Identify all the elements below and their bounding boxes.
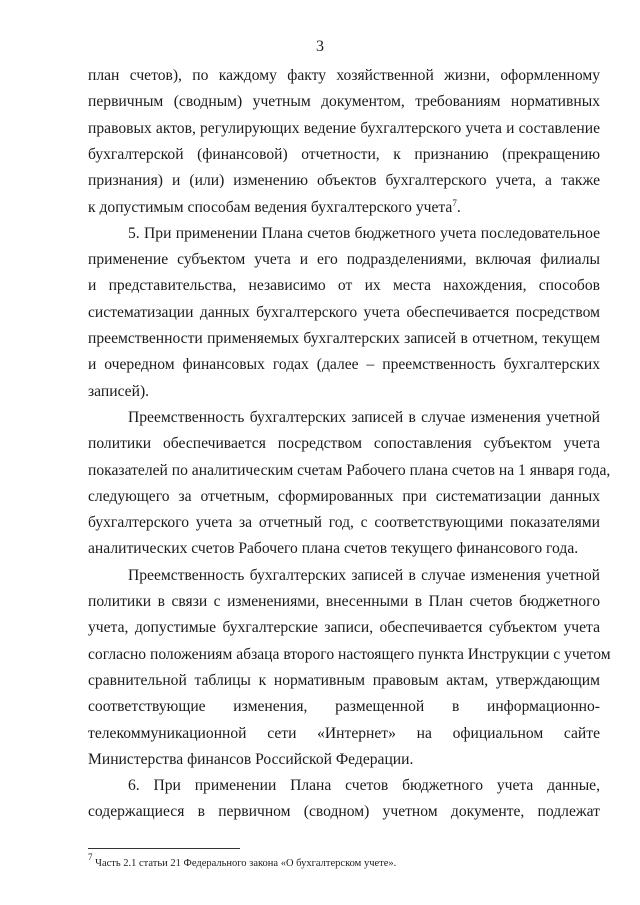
text-line <box>88 119 600 139</box>
footnote-divider <box>88 848 240 849</box>
text-line <box>88 645 611 665</box>
text-line-content: Министерства финансов Российской Федерации. <box>88 750 414 768</box>
text-line <box>88 276 600 296</box>
text-line-content: к допустимым способам ведения бухгалтерского учета <box>88 198 453 216</box>
text-line <box>128 566 600 586</box>
text-line <box>88 461 611 481</box>
text-line <box>88 618 600 638</box>
text-line-content: учета, допустимые бухгалтерские записи, обеспечивается субъектом учета <box>88 619 600 637</box>
text-line <box>88 671 600 691</box>
text-line <box>88 198 600 218</box>
text-line-content: правовых актов, регулирующих ведение бухгалтерского учета и составление <box>88 119 600 137</box>
text-line-content: сравнительной таблицы к нормативным правовым актам, утверждающим <box>88 671 600 689</box>
text-line-content: систематизации данных бухгалтерского учета обеспечивается посредством <box>88 303 600 321</box>
text-line <box>88 382 600 402</box>
text-line-content: 6. При применении Плана счетов бюджетного учета данные, <box>128 777 600 795</box>
text-line-content: политики обеспечивается посредством сопоставления субъектом учета <box>88 435 600 453</box>
footnote-text: Часть 2.1 статьи 21 Федерального закона «О бухгалтерском учете». <box>92 858 397 869</box>
footnote <box>88 852 600 870</box>
text-line <box>88 92 600 112</box>
text-line <box>88 171 600 191</box>
text-line-content: следующего за отчетным, сформированных при систематизации данных <box>88 487 600 505</box>
text-line-content: соответствующие изменения, размещенной в информационно- <box>88 698 600 716</box>
text-line-content: преемственности применяемых бухгалтерских записей в отчетном, текущем <box>88 330 600 347</box>
text-line <box>128 224 600 244</box>
text-line-content: и представительства, независимо от их места нахождения, способов <box>88 277 600 295</box>
text-line <box>88 355 600 375</box>
text-line-content: записей). <box>88 382 150 400</box>
text-line-content: бухгалтерской (финансовой) отчетности, к признанию (прекращению <box>88 145 600 163</box>
text-line-content: признания) и (или) изменению объектов бухгалтерского учета, а также <box>88 172 600 190</box>
footnote-reference: 7 <box>452 197 457 208</box>
text-line-content: согласно положениям абзаца второго настоящего пункта Инструкции с учетом <box>88 645 611 663</box>
text-line <box>88 303 600 323</box>
text-line <box>128 408 600 428</box>
text-line <box>88 513 600 533</box>
text-line-tail: . <box>456 198 461 216</box>
page-number: 3 <box>316 38 324 55</box>
text-line-content: применение субъектом учета и его подразделениями, включая филиалы <box>88 251 600 269</box>
text-line <box>88 329 600 349</box>
text-line <box>88 592 600 612</box>
text-line-content: и очередном финансовых годах (далее – преемственность бухгалтерских <box>88 356 600 374</box>
text-line-content: бухгалтерского учета за отчетный год, с соответствующими показателями <box>88 514 600 532</box>
text-line <box>88 66 600 86</box>
text-line-content: Преемственность бухгалтерских записей в случае изменения учетной <box>128 566 600 584</box>
text-line-content: 5. При применении Плана счетов бюджетного учета последовательное <box>128 224 600 242</box>
text-line <box>88 697 600 717</box>
text-line-content: телекоммуникационной сети «Интернет» на официальном сайте <box>88 724 600 742</box>
text-line <box>88 434 600 454</box>
text-line-content: план счетов), по каждому факту хозяйственной жизни, оформленному <box>88 67 600 84</box>
text-line <box>88 724 600 744</box>
text-line <box>88 145 600 165</box>
text-line-content: содержащиеся в первичном (сводном) учетном документе, подлежат <box>88 803 600 821</box>
text-line <box>88 250 600 270</box>
text-line-content: Преемственность бухгалтерских записей в случае изменения учетной <box>128 408 600 426</box>
text-line <box>88 750 600 770</box>
text-line-content: первичным (сводным) учетным документом, требованиям нормативных <box>88 93 600 111</box>
text-line-content: аналитических счетов Рабочего плана счетов текущего финансового года. <box>88 540 579 558</box>
text-line <box>88 487 600 507</box>
text-line <box>88 802 600 822</box>
text-line <box>128 776 600 796</box>
text-line-content: политики в связи с изменениями, внесенными в План счетов бюджетного <box>88 593 600 610</box>
text-line-content: показателей по аналитическим счетам Рабочего плана счетов на 1 января года, <box>88 461 611 479</box>
footnote-mark: 7 <box>88 852 93 862</box>
text-line <box>88 539 600 559</box>
